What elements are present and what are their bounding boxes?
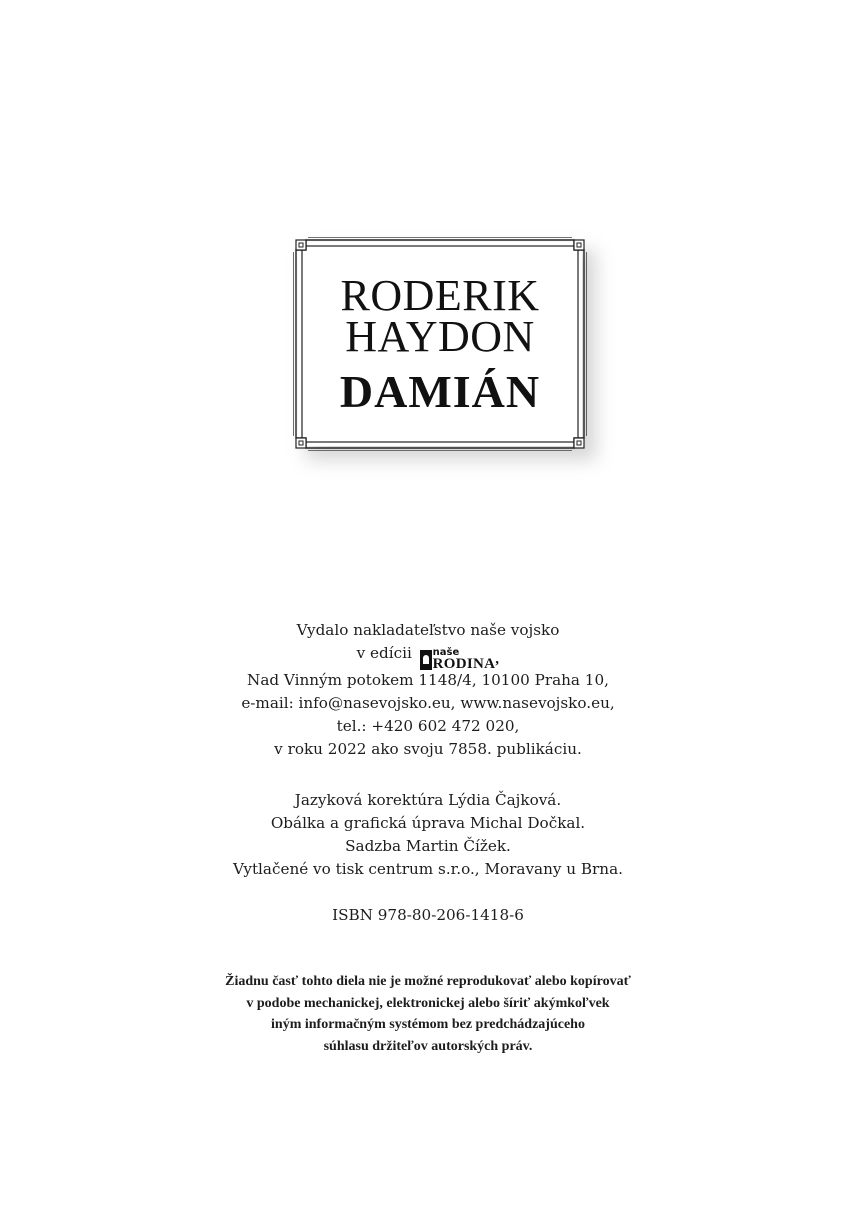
rights-notice-line: v podobe mechanickej, elektronickej alebo šíriť akýmkoľvek [246, 995, 610, 1011]
logo-suffix: , [495, 651, 500, 667]
title-plaque [292, 236, 588, 452]
rights-notice-line: iným informačným systémom bez predchádzajúceho [271, 1017, 585, 1032]
imprint-block [0, 619, 856, 761]
author-last-name: HAYDON [345, 312, 535, 361]
address-line: Nad Vinným potokem 1148/4, 10100 Praha 10, [247, 671, 609, 689]
rights-notice [0, 971, 856, 1057]
door-logo-icon [420, 650, 432, 670]
logo-text [433, 648, 496, 670]
isbn-block [0, 904, 856, 927]
printing-credit: Vytlačené vo tisk centrum s.r.o., Moravany u Brna. [233, 860, 623, 878]
plaque-frame [292, 236, 588, 452]
author-first-name: RODERIK [340, 271, 540, 320]
cover-credit: Obálka a grafická úprava Michal Dočkal. [270, 814, 586, 832]
nase-rodina-logo [420, 647, 500, 672]
rights-notice-line: súhlasu držiteľov autorských práv. [323, 1038, 533, 1054]
book-title: DAMIÁN [339, 366, 541, 417]
proofreading-credit: Jazyková korektúra Lýdia Čajková. [294, 791, 562, 809]
rights-notice-line: Žiadnu časť tohto diela nie je možné reprodukovať alebo kopírovať [225, 974, 631, 989]
logo-small-text: naše [432, 647, 460, 658]
publisher-line: Vydalo nakladateľstvo naše vojsko [296, 621, 560, 639]
credits-block [0, 789, 856, 881]
logo-big-text: RODINA [432, 656, 496, 672]
edition-line [0, 642, 856, 672]
contact-line: e-mail: info@nasevojsko.eu, www.nasevojsko.eu, [241, 694, 615, 712]
typesetting-credit: Sadzba Martin Čížek. [345, 837, 511, 855]
edition-prefix: v edícii [356, 644, 412, 662]
year-line: v roku 2022 ako svoju 7858. publikáciu. [274, 740, 582, 758]
phone-line: tel.: +420 602 472 020, [336, 717, 520, 735]
plaque-text [292, 236, 588, 452]
isbn: ISBN 978-80-206-1418-6 [332, 906, 524, 924]
